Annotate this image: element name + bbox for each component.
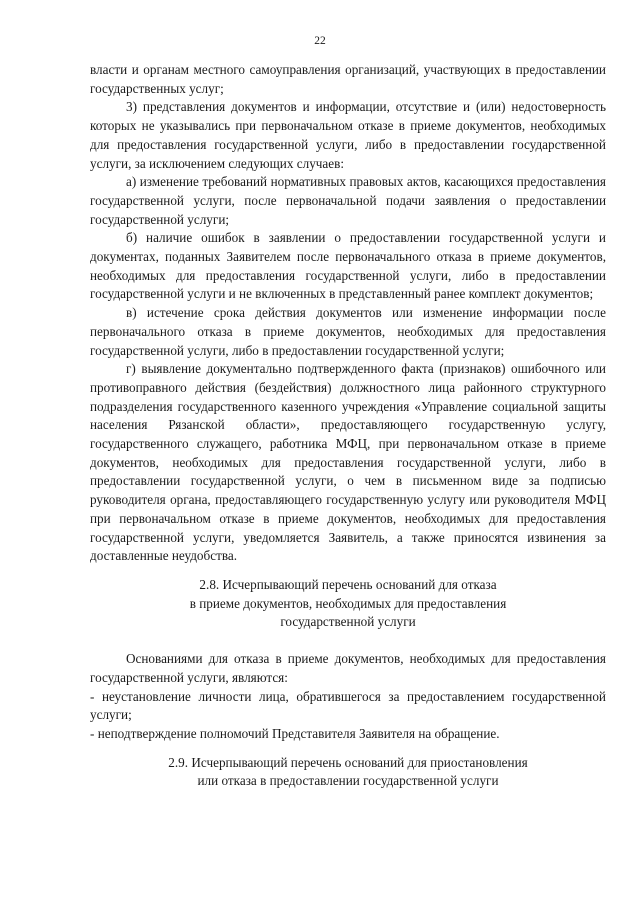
section-2-8-intro: Основаниями для отказа в приеме документов, необходимых для предоставления государственной услуги, являются: — [90, 651, 606, 685]
section-2-8-heading-line1: 2.8. Исчерпывающий перечень оснований для отказа — [199, 576, 497, 592]
section-2-8-heading-line2: в приеме документов, необходимых для предоставления — [189, 595, 507, 611]
section-2-9-heading-line2: или отказа в предоставлении государственной услуги — [197, 773, 499, 789]
section-2-8-heading-line3: государственной услуги — [280, 614, 416, 630]
paragraph-item-g: г) выявление документально подтвержденного факта (признаков) ошибочного или противоправного действия (бездействия) должностного лица районного структурного подразделения государственного казенного учреждения «Управление социальной защиты населения Рязанской области», предоставляющего государственную услугу, государственного служащего, работника МФЦ, при первоначальном отказе в приеме документов, необходимых для предоставления государственной услуги, либо в предоставлении государственной услуги, о чем в письменном виде за подписью руководителя органа, предоставляющего государственную услугу или руководителя МФЦ при первоначальном отказе в приеме документов, необходимых для предоставления государственной услуги, уведомляется Заявитель, а также приносятся извинения за доставленные неудобства. — [90, 361, 606, 564]
paragraph-item-v: в) истечение срока действия документов или изменение информации после первоначального отказа в приеме документов, необходимых для предоставления государственной услуги, либо в предоставлении государственной услуги; — [90, 305, 606, 358]
paragraph-item-3: 3) представления документов и информации, отсутствие и (или) недостоверность которых не указывались при первоначальном отказе в приеме документов, необходимых для предоставления государственной услуги, либо в предоставлении государственной услуги, за исключением следующих случаев: — [90, 99, 606, 171]
paragraph-item-a: а) изменение требований нормативных правовых актов, касающихся предоставления государственной услуги, после первоначальной подачи заявления о предоставлении государственной услуги; — [90, 174, 606, 227]
section-2-9-heading-line1: 2.9. Исчерпывающий перечень оснований для приостановления — [168, 754, 528, 770]
section-2-8-item-2: - неподтверждение полномочий Представителя Заявителя на обращение. — [90, 725, 500, 741]
document-body — [90, 61, 606, 791]
section-2-8-item-1: - неустановление личности лица, обратившегося за предоставлением государственной услуги; — [90, 688, 606, 723]
section-2-8-heading — [90, 576, 606, 632]
page-number: 22 — [314, 35, 326, 47]
section-2-9-heading — [90, 754, 606, 791]
paragraph-item-b: б) наличие ошибок в заявлении о предоставлении государственной услуги и документах, поданных Заявителем после первоначального отказа в приеме документов, необходимых для предоставления государственной услуги, либо в предоставлении государственной услуги и не включенных в представленный ранее комплект документов; — [90, 230, 606, 302]
paragraph-continuation: власти и органам местного самоуправления организаций, участвующих в предоставлении государственных услуг; — [90, 62, 606, 96]
